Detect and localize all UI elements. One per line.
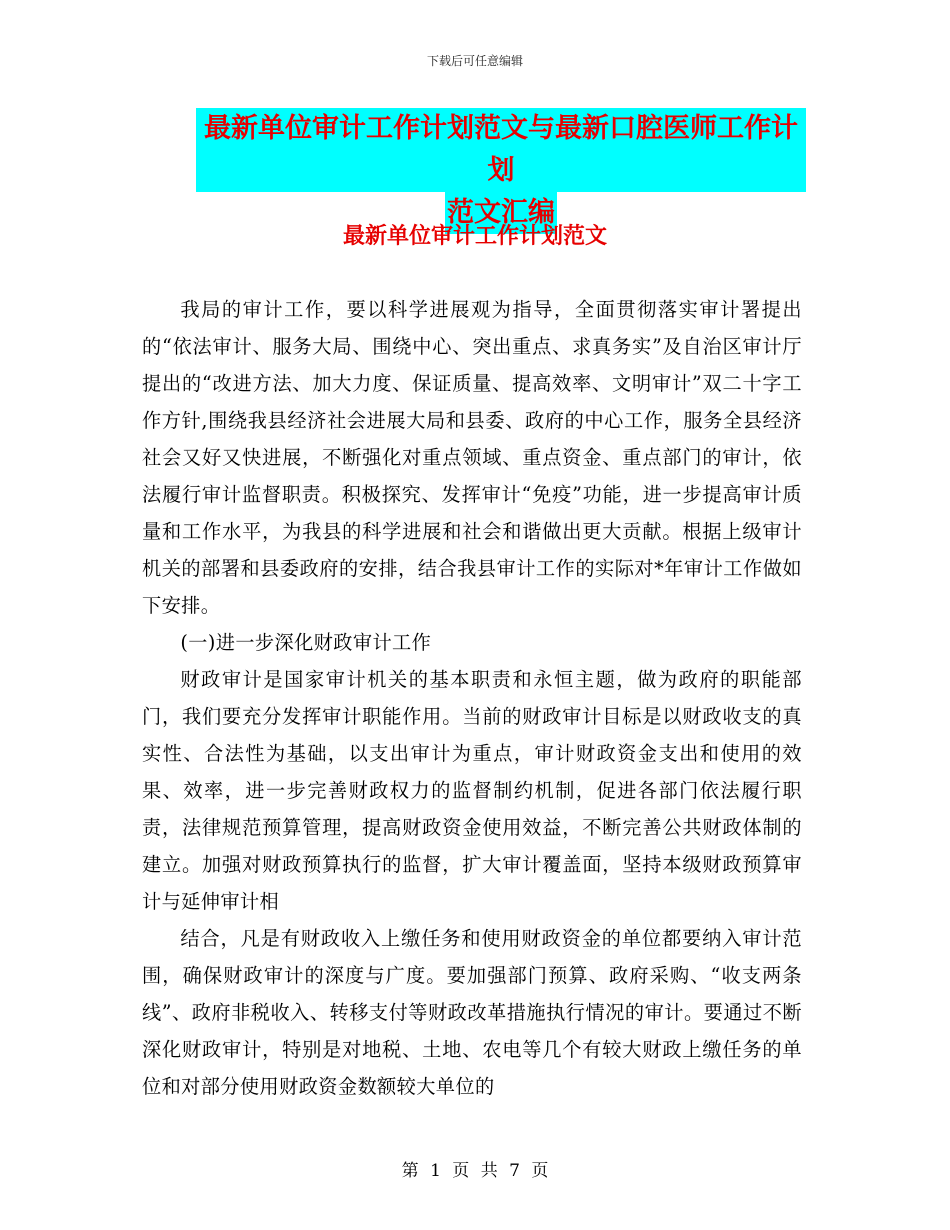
- header-note: 下载后可任意编辑: [426, 54, 523, 68]
- paragraph: 我局的审计工作，要以科学进展观为指导，全面贯彻落实审计署提出的“依法审计、服务大局、围绕中心、突出重点、求真务实”及自治区审计厅提出的“改进方法、加大力度、保证质量、提高效率、文明审计”双二十字工作方针,围绕我县经济社会进展大局和县委、政府的中心工作，服务全县经济社会又好又快进展，不断强化对重点领域、重点资金、重点部门的审计，依法履行审计监督职责。积极探究、发挥审计“免疫”功能，进一步提高审计质量和工作水平，为我县的科学进展和社会和谐做出更大贡献。根据上级审计机关的部署和县委政府的安排，结合我县审计工作的实际对*年审计工作做如下安排。: [142, 298, 802, 617]
- title-line-2: 范文汇编: [445, 192, 557, 234]
- title-line-1: 最新单位审计工作计划范文与最新口腔医师工作计划: [196, 108, 806, 192]
- document-title: [196, 108, 806, 234]
- paragraph: 财政审计是国家审计机关的基本职责和永恒主题，做为政府的职能部门，我们要充分发挥审计职能作用。当前的财政审计目标是以财政收支的真实性、合法性为基础，以支出审计为重点，审计财政资金支出和使用的效果、效率，进一步完善财政权力的监督制约机制，促进各部门依法履行职责，法律规范预算管理，提高财政资金使用效益，不断完善公共财政体制的建立。加强对财政预算执行的监督，扩大审计覆盖面，坚持本级财政预算审计与延伸审计相: [142, 668, 802, 913]
- paragraph: 结合，凡是有财政收入上缴任务和使用财政资金的单位都要纳入审计范围，确保财政审计的深度与广度。要加强部门预算、政府采购、“收支两条线”、政府非税收入、转移支付等财政改革措施执行情况的审计。要通过不断深化财政审计，特别是对地税、土地、农电等几个有较大财政上缴任务的单位和对部分使用财政资金数额较大单位的: [142, 927, 802, 1098]
- section-heading: 最新单位审计工作计划范文: [342, 224, 607, 249]
- page-number-footer: 第 1 页 共 7 页: [401, 1161, 549, 1181]
- document-body: [142, 291, 802, 1105]
- subheading: (一)进一步深化财政审计工作: [180, 631, 432, 654]
